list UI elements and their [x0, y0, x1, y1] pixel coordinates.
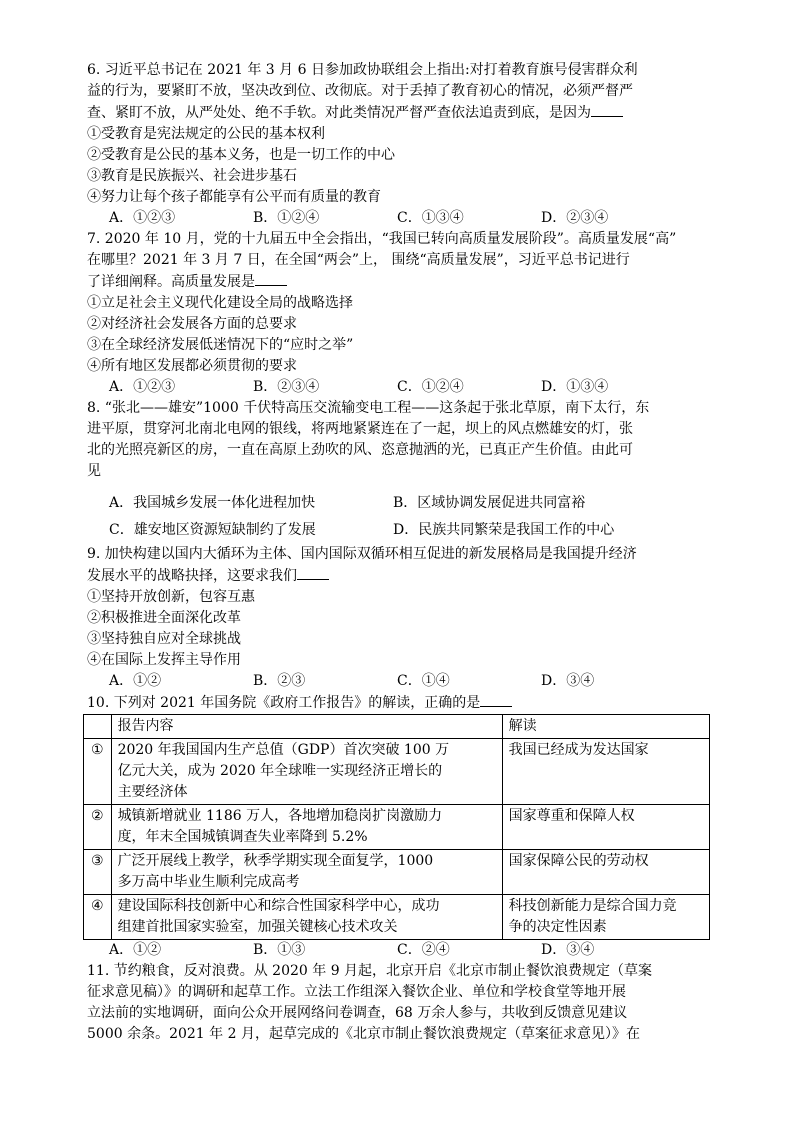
- table-header-cell: 报告内容: [111, 715, 502, 739]
- row-number: ②: [84, 805, 112, 850]
- table-row: [84, 895, 710, 940]
- statement-item: ②积极推进全面深化改革: [87, 610, 241, 626]
- statement-item: ③坚持独自应对全球挑战: [87, 631, 241, 647]
- answer-blank[interactable]: [297, 565, 329, 580]
- option-c[interactable]: C．①③④: [397, 210, 464, 226]
- question-stem-line: 进平原，贯穿河北南北电网的银线，将两地紧紧连在了一起，坝上的风点燃雄安的灯，张: [87, 421, 633, 437]
- statement-item: ①坚持开放创新，包容互惠: [87, 589, 255, 605]
- option-c[interactable]: C．雄安地区资源短缺制约了发展: [109, 522, 316, 538]
- statement-item: ①立足社会主义现代化建设全局的战略选择: [87, 295, 353, 311]
- answer-options: [87, 517, 710, 544]
- statement-item: ④所有地区发展都必须贯彻的要求: [87, 358, 297, 374]
- option-a[interactable]: A．①②③: [109, 210, 176, 226]
- answer-blank[interactable]: [591, 102, 623, 117]
- option-a[interactable]: A．①②: [109, 942, 162, 958]
- option-b[interactable]: B．①②④: [253, 210, 320, 226]
- option-c[interactable]: C．①④: [397, 673, 450, 689]
- question-stem-line: 7. 2020 年 10 月，党的十九届五中全会指出，“我国已转向高质量发展阶段”。高质量发展“高”: [87, 231, 677, 247]
- option-b[interactable]: B．②③: [253, 673, 306, 689]
- question-stem-line: 在哪里？2021 年 3 月 7 日，在全国“两会”上， 围绕“高质量发展”，习近平总书记进行: [87, 252, 630, 268]
- row-number: ③: [84, 850, 112, 895]
- table-row: [84, 850, 710, 895]
- question-stem-line: 11. 节约粮食，反对浪费。从 2020 年 9 月起，北京开启《北京市制止餐饮浪费规定（草案: [87, 963, 653, 979]
- question-stem-line: 8. “张北——雄安”1000 千伏特高压交流输变电工程——这条起于张北草原，南下太行，东: [87, 400, 650, 416]
- option-b[interactable]: B．区域协调发展促进共同富裕: [393, 495, 586, 511]
- statement-item: ②受教育是公民的基本义务，也是一切工作的中心: [87, 147, 395, 163]
- option-c[interactable]: C．②④: [397, 942, 450, 958]
- option-b[interactable]: B．①③: [253, 942, 306, 958]
- question-stem-line: 发展水平的战略抉择，这要求我们: [87, 565, 710, 587]
- option-a[interactable]: A．我国城乡发展一体化进程加快: [109, 495, 316, 511]
- report-content-cell: 建设国际科技创新中心和综合性国家科学中心，成功 组建首批国家实验室，加强关键核心技术攻关: [111, 895, 502, 940]
- answer-options: [87, 490, 710, 517]
- answer-options: [87, 377, 710, 398]
- question-stem-line: 见: [87, 463, 101, 479]
- statement-item: ④努力让每个孩子都能享有公平而有质量的教育: [87, 189, 381, 205]
- question-11: [87, 961, 710, 1045]
- report-content-cell: 2020 年我国国内生产总值（GDP）首次突破 100 万 亿元大关，成为 2020 年全球唯一实现经济正增长的 主要经济体: [111, 739, 502, 805]
- reading-cell: 国家尊重和保障人权: [502, 805, 709, 850]
- table-header-cell: [84, 715, 112, 739]
- report-content-cell: 广泛开展线上教学，秋季学期实现全面复学，1000 多万高中毕业生顺利完成高考: [111, 850, 502, 895]
- statement-item: ③在全球经济发展低迷情况下的“应时之举”: [87, 337, 354, 353]
- question-stem-line: 6. 习近平总书记在 2021 年 3 月 6 日参加政协联组会上指出:对打着教育旗号侵害群众利: [87, 62, 638, 78]
- answer-options: [87, 208, 710, 229]
- question-stem-line: 立法前的实地调研，面向公众开展网络问卷调查，68 万余人参与，共收到反馈意见建议: [87, 1005, 628, 1021]
- option-a[interactable]: A．①②③: [109, 379, 176, 395]
- option-d[interactable]: D．③④: [541, 673, 595, 689]
- answer-options: [87, 940, 710, 961]
- question-8: [87, 398, 710, 544]
- row-number: ④: [84, 895, 112, 940]
- option-b[interactable]: B．②③④: [253, 379, 320, 395]
- question-stem-line: 9. 加快构建以国内大循环为主体、国内国际双循环相互促进的新发展格局是我国提升经济: [87, 546, 637, 562]
- option-d[interactable]: D．②③④: [541, 210, 609, 226]
- option-d[interactable]: D．①③④: [541, 379, 609, 395]
- question-stem-line: 北的光照亮新区的房，一直在高原上劲吹的风、恣意抛洒的光，已真正产生价值。由此可: [87, 442, 633, 458]
- option-d[interactable]: D．民族共同繁荣是我国工作的中心: [393, 522, 615, 538]
- reading-cell: 科技创新能力是综合国力竞 争的决定性因素: [502, 895, 709, 940]
- question-6: [87, 60, 710, 229]
- table-row: [84, 805, 710, 850]
- question-7: [87, 229, 710, 398]
- table-header-row: [84, 715, 710, 739]
- table-header-cell: 解读: [502, 715, 709, 739]
- table-row: [84, 739, 710, 805]
- reading-cell: 我国已经成为发达国家: [502, 739, 709, 805]
- statement-item: ②对经济社会发展各方面的总要求: [87, 316, 297, 332]
- report-content-cell: 城镇新增就业 1186 万人，各地增加稳岗扩岗激励力 度，年末全国城镇调查失业率降到 5.2%: [111, 805, 502, 850]
- report-table: [83, 714, 710, 940]
- statement-item: ③教育是民族振兴、社会进步基石: [87, 168, 297, 184]
- question-stem-line: 益的行为，要紧盯不放，坚决改到位、改彻底。对于丢掉了教育初心的情况，必须严督严: [87, 83, 633, 99]
- question-stem-line: 5000 余条。2021 年 2 月，起草完成的《北京市制止餐饮浪费规定（草案征求意见）》在: [87, 1026, 640, 1042]
- question-10: [87, 692, 710, 961]
- question-stem-line: 征求意见稿）》的调研和起草工作。立法工作组深入餐饮企业、单位和学校食堂等地开展: [87, 984, 626, 1000]
- answer-blank[interactable]: [255, 271, 287, 286]
- question-stem-line: 10. 下列对 2021 年国务院《政府工作报告》的解读，正确的是: [87, 692, 710, 714]
- row-number: ①: [84, 739, 112, 805]
- question-stem-line: 了详细阐释。高质量发展是: [87, 271, 710, 293]
- answer-blank[interactable]: [480, 692, 512, 707]
- question-9: [87, 544, 710, 692]
- statement-item: ①受教育是宪法规定的公民的基本权利: [87, 126, 325, 142]
- answer-options: [87, 671, 710, 692]
- question-stem-line: 查、紧盯不放，从严处处、绝不手软。对此类情况严督严查依法追责到底，是因为: [87, 102, 710, 124]
- reading-cell: 国家保障公民的劳动权: [502, 850, 709, 895]
- option-a[interactable]: A．①②: [109, 673, 162, 689]
- option-d[interactable]: D．③④: [541, 942, 595, 958]
- exam-page: [87, 60, 710, 1045]
- option-c[interactable]: C．①②④: [397, 379, 464, 395]
- statement-item: ④在国际上发挥主导作用: [87, 652, 241, 668]
